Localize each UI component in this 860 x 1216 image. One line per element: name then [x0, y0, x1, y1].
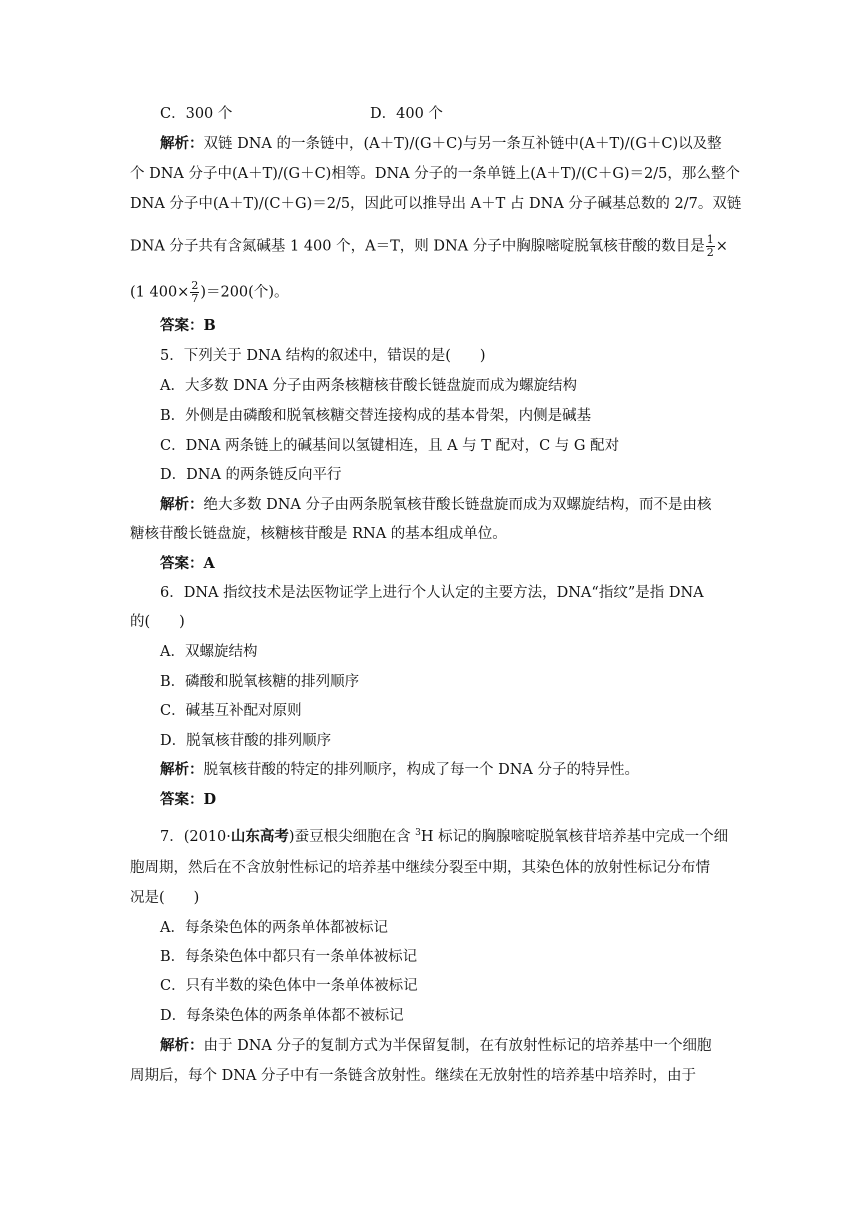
q4-option-d: D．400 个	[370, 106, 443, 122]
analysis-text: (1 400×	[130, 284, 190, 301]
superscript-mass-number: 3	[415, 828, 421, 839]
q6-stem-line1: 6．DNA 指纹技术是法医物证学上进行个人认定的主要方法，DNA“指纹”是指 DNA	[160, 585, 704, 601]
analysis-text: 绝大多数 DNA 分子由两条脱氧核苷酸长链盘旋而成为双螺旋结构，而不是由核	[203, 497, 712, 513]
q7-option-a: A．每条染色体的两条单体都被标记	[160, 920, 388, 936]
q5-option-b: B．外侧是由磷酸和脱氧核糖交替连接构成的基本骨架，内侧是碱基	[160, 408, 592, 424]
q7-stem-text: )蚕豆根尖细胞在含	[288, 829, 416, 845]
fraction-one-half	[706, 234, 715, 259]
q5-stem: 5．下列关于 DNA 结构的叙述中，错误的是( )	[160, 348, 486, 364]
q4-analysis-line4	[130, 234, 728, 259]
fraction-numerator: 1	[706, 233, 714, 246]
q7-stem-text: H 标记的胸腺嘧啶脱氧核苷培养基中完成一个细	[420, 829, 729, 845]
q4-answer: 答案：B	[160, 317, 216, 334]
fraction-two-sevenths	[190, 280, 199, 305]
q6-stem-line2: 的( )	[130, 614, 185, 630]
q6-option-d: D．脱氧核苷酸的排列顺序	[160, 733, 332, 749]
fraction-numerator: 2	[191, 279, 199, 292]
fraction-denominator: 2	[706, 246, 714, 259]
q6-option-a: A．双螺旋结构	[160, 644, 258, 660]
q7-stem-line1	[160, 827, 728, 847]
q5-analysis-line1	[160, 495, 712, 515]
times-sign: ×	[715, 238, 728, 255]
q7-analysis-line2: 周期后，每个 DNA 分子中有一条链含放射性。继续在无放射性的培养基中培养时，由于	[130, 1068, 696, 1084]
q5-option-a: A．大多数 DNA 分子由两条核糖核苷酸长链盘旋而成为螺旋结构	[160, 378, 577, 394]
analysis-text: 由于 DNA 分子的复制方式为半保留复制，在有放射性标记的培养基中一个细胞	[203, 1038, 712, 1054]
q7-stem-text: 7．(2010·	[160, 829, 231, 845]
analysis-text: DNA 分子共有含氮碱基 1 400 个，A＝T，则 DNA 分子中胸腺嘧啶脱氧核苷酸的数目是	[130, 238, 705, 255]
q6-answer: 答案：D	[160, 791, 217, 808]
q4-analysis-line2: 个 DNA 分子中(A＋T)/(G＋C)相等。DNA 分子的一条单链上(A＋T)/(C＋G)＝2/5，那么整个	[130, 166, 740, 182]
q5-option-c: C．DNA 两条链上的碱基间以氢键相连，且 A 与 T 配对，C 与 G 配对	[160, 438, 620, 454]
fraction-denominator: 7	[191, 292, 199, 305]
q4-option-c: C．300 个	[160, 106, 233, 122]
q5-answer: 答案：A	[160, 555, 215, 572]
q6-option-c: C．碱基互补配对原则	[160, 703, 302, 719]
analysis-label: 解析：	[160, 761, 204, 778]
q7-stem-line3: 况是( )	[130, 890, 200, 906]
q4-analysis-line1	[160, 134, 722, 154]
analysis-label: 解析：	[160, 135, 204, 152]
q7-stem-line2: 胞周期，然后在不含放射性标记的培养基中继续分裂至中期，其染色体的放射性标记分布情	[130, 860, 710, 876]
analysis-label: 解析：	[160, 496, 204, 513]
q4-analysis-line3: DNA 分子中(A＋T)/(C＋G)＝2/5，因此可以推导出 A＋T 占 DNA 分子碱基总数的 2/7。双链	[130, 196, 742, 212]
q7-option-c: C．只有半数的染色体中一条单体被标记	[160, 978, 418, 994]
source-label: 山东高考	[230, 828, 289, 845]
q7-option-d: D．每条染色体的两条单体都不被标记	[160, 1008, 404, 1024]
analysis-text: )＝200(个)。	[200, 284, 289, 301]
q6-analysis-line1	[160, 760, 639, 780]
q7-analysis-line1	[160, 1036, 712, 1056]
q5-option-d: D．DNA 的两条链反向平行	[160, 467, 342, 483]
q5-analysis-line2: 糖核苷酸长链盘旋，核糖核苷酸是 RNA 的基本组成单位。	[130, 526, 507, 542]
analysis-text: 脱氧核苷酸的特定的排列顺序，构成了每一个 DNA 分子的特异性。	[203, 762, 640, 778]
q7-option-b: B．每条染色体中都只有一条单体被标记	[160, 949, 418, 965]
q4-analysis-line5	[130, 280, 288, 305]
analysis-label: 解析：	[160, 1037, 204, 1054]
q6-option-b: B．磷酸和脱氧核糖的排列顺序	[160, 674, 360, 690]
analysis-text: 双链 DNA 的一条链中，(A＋T)/(G＋C)与另一条互补链中(A＋T)/(G＋C)以及整	[203, 136, 722, 152]
